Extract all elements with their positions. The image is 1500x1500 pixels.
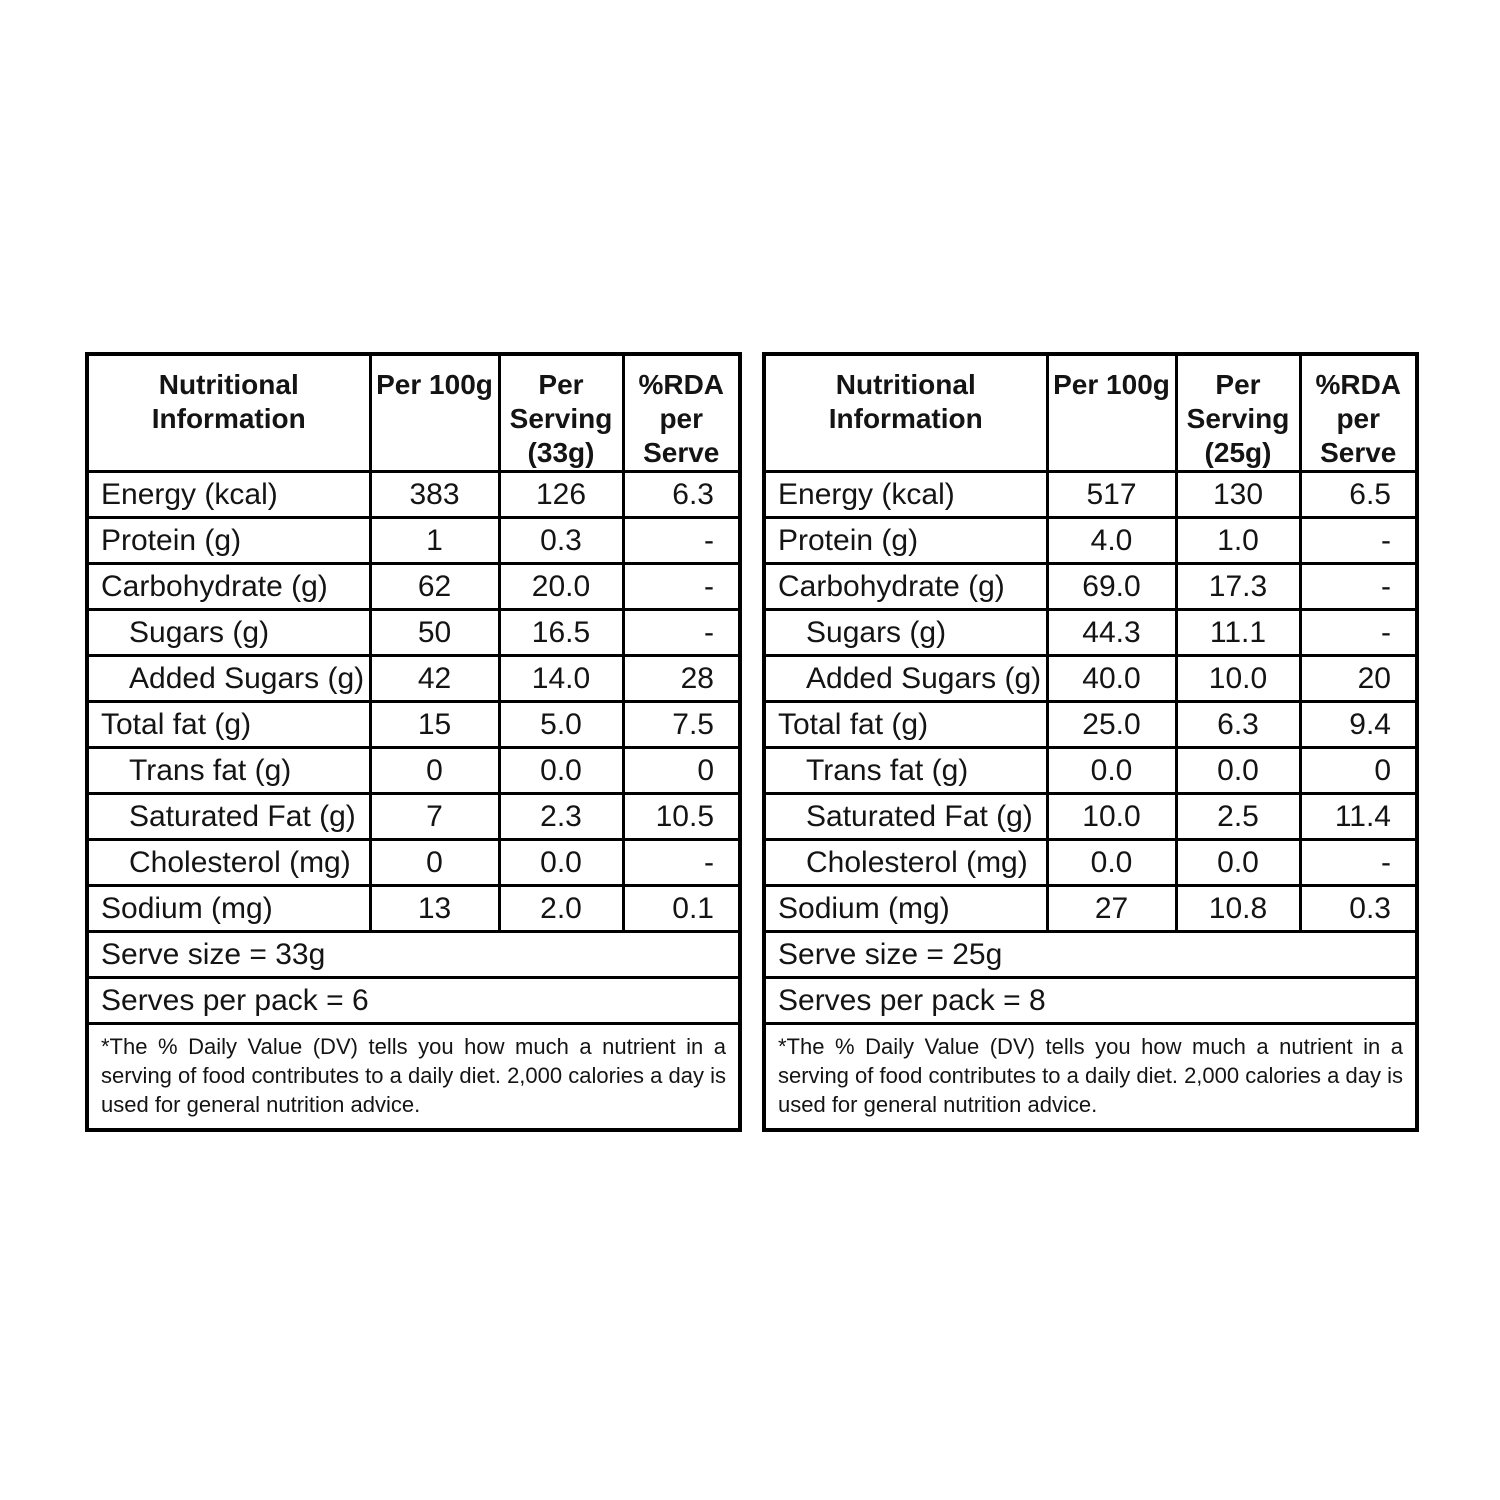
- nutrient-row: [764, 702, 1417, 748]
- nutrient-label: Sugars (g): [764, 610, 1047, 656]
- rda-per-serve-value: -: [623, 610, 740, 656]
- per-100g-value: 4.0: [1047, 518, 1176, 564]
- column-header-per-100g: Per 100g: [1047, 354, 1176, 472]
- serves-per-pack-row: [764, 978, 1417, 1024]
- per-serving-value: 130: [1176, 472, 1300, 518]
- rda-per-serve-value: 9.4: [1300, 702, 1417, 748]
- per-serving-value: 0.3: [499, 518, 623, 564]
- column-header-per-100g: Per 100g: [370, 354, 499, 472]
- rda-per-serve-value: -: [623, 518, 740, 564]
- rda-per-serve-value: 20: [1300, 656, 1417, 702]
- per-serving-value: 20.0: [499, 564, 623, 610]
- nutrient-row: [87, 840, 740, 886]
- nutrient-label: Added Sugars (g): [764, 656, 1047, 702]
- rda-per-serve-value: 28: [623, 656, 740, 702]
- rda-per-serve-value: 0.1: [623, 886, 740, 932]
- per-serving-value: 11.1: [1176, 610, 1300, 656]
- serves-per-pack-text: Serves per pack = 8: [764, 978, 1417, 1024]
- rda-per-serve-value: 0: [1300, 748, 1417, 794]
- per-serving-value: 17.3: [1176, 564, 1300, 610]
- rda-per-serve-value: -: [1300, 518, 1417, 564]
- per-serving-value: 0.0: [499, 748, 623, 794]
- rda-per-serve-value: 11.4: [1300, 794, 1417, 840]
- per-serving-value: 126: [499, 472, 623, 518]
- nutrient-label: Protein (g): [764, 518, 1047, 564]
- nutrient-label: Sodium (mg): [87, 886, 370, 932]
- per-100g-value: 0.0: [1047, 840, 1176, 886]
- per-100g-value: 15: [370, 702, 499, 748]
- per-serving-value: 1.0: [1176, 518, 1300, 564]
- serve-size-text: Serve size = 25g: [764, 932, 1417, 978]
- rda-per-serve-value: -: [1300, 840, 1417, 886]
- per-100g-value: 0.0: [1047, 748, 1176, 794]
- nutrient-label: Trans fat (g): [87, 748, 370, 794]
- nutrient-label: Sodium (mg): [764, 886, 1047, 932]
- per-100g-value: 62: [370, 564, 499, 610]
- nutrient-row: [764, 610, 1417, 656]
- rda-per-serve-value: -: [623, 840, 740, 886]
- rda-per-serve-value: 6.3: [623, 472, 740, 518]
- per-serving-value: 0.0: [499, 840, 623, 886]
- nutrition-table-right: [762, 352, 1419, 1132]
- nutrient-row: [87, 886, 740, 932]
- nutrient-label: Carbohydrate (g): [764, 564, 1047, 610]
- per-100g-value: 0: [370, 840, 499, 886]
- nutrient-row: [764, 564, 1417, 610]
- nutrient-row: [87, 748, 740, 794]
- per-100g-value: 1: [370, 518, 499, 564]
- serve-size-row: [87, 932, 740, 978]
- nutrient-label: Energy (kcal): [87, 472, 370, 518]
- per-100g-value: 10.0: [1047, 794, 1176, 840]
- nutrient-label: Energy (kcal): [764, 472, 1047, 518]
- column-header-per-serving: Per Serving (33g): [499, 354, 623, 472]
- footnote-row: [87, 1024, 740, 1131]
- nutrient-row: [87, 610, 740, 656]
- nutrient-label: Carbohydrate (g): [87, 564, 370, 610]
- column-header-nutritional-information: Nutritional Information: [87, 354, 370, 472]
- daily-value-footnote: *The % Daily Value (DV) tells you how much a nutrient in a serving of food contributes to a daily diet. 2,000 calories a day is used for general nutrition advice.: [764, 1024, 1417, 1131]
- nutrient-label: Cholesterol (mg): [87, 840, 370, 886]
- rda-per-serve-value: -: [1300, 564, 1417, 610]
- nutrient-row: [87, 656, 740, 702]
- nutrient-row: [764, 518, 1417, 564]
- header-row: [764, 354, 1417, 472]
- nutrient-label: Protein (g): [87, 518, 370, 564]
- column-header-rda-per-serve: %RDA per Serve: [623, 354, 740, 472]
- daily-value-footnote: *The % Daily Value (DV) tells you how much a nutrient in a serving of food contributes to a daily diet. 2,000 calories a day is used for general nutrition advice.: [87, 1024, 740, 1131]
- nutrient-label: Total fat (g): [87, 702, 370, 748]
- footnote-row: [764, 1024, 1417, 1131]
- per-100g-value: 27: [1047, 886, 1176, 932]
- per-serving-value: 16.5: [499, 610, 623, 656]
- nutrient-row: [87, 564, 740, 610]
- per-serving-value: 2.5: [1176, 794, 1300, 840]
- serves-per-pack-row: [87, 978, 740, 1024]
- per-100g-value: 25.0: [1047, 702, 1176, 748]
- rda-per-serve-value: 10.5: [623, 794, 740, 840]
- nutrient-row: [764, 472, 1417, 518]
- nutrient-label: Saturated Fat (g): [87, 794, 370, 840]
- nutrient-row: [764, 840, 1417, 886]
- header-row: [87, 354, 740, 472]
- serve-size-text: Serve size = 33g: [87, 932, 740, 978]
- per-100g-value: 44.3: [1047, 610, 1176, 656]
- per-100g-value: 40.0: [1047, 656, 1176, 702]
- column-header-per-serving: Per Serving (25g): [1176, 354, 1300, 472]
- per-serving-value: 0.0: [1176, 748, 1300, 794]
- rda-per-serve-value: 7.5: [623, 702, 740, 748]
- nutrient-row: [764, 794, 1417, 840]
- nutrient-row: [764, 886, 1417, 932]
- nutrient-row: [87, 472, 740, 518]
- per-100g-value: 69.0: [1047, 564, 1176, 610]
- nutrient-row: [764, 748, 1417, 794]
- nutrient-row: [764, 656, 1417, 702]
- per-serving-value: 2.3: [499, 794, 623, 840]
- per-100g-value: 42: [370, 656, 499, 702]
- serves-per-pack-text: Serves per pack = 6: [87, 978, 740, 1024]
- per-serving-value: 2.0: [499, 886, 623, 932]
- nutrient-label: Trans fat (g): [764, 748, 1047, 794]
- per-serving-value: 10.0: [1176, 656, 1300, 702]
- per-100g-value: 383: [370, 472, 499, 518]
- per-100g-value: 0: [370, 748, 499, 794]
- nutrient-row: [87, 518, 740, 564]
- column-header-rda-per-serve: %RDA per Serve: [1300, 354, 1417, 472]
- nutrient-label: Added Sugars (g): [87, 656, 370, 702]
- nutrient-row: [87, 702, 740, 748]
- per-100g-value: 50: [370, 610, 499, 656]
- per-serving-value: 5.0: [499, 702, 623, 748]
- per-100g-value: 7: [370, 794, 499, 840]
- per-100g-value: 517: [1047, 472, 1176, 518]
- rda-per-serve-value: -: [1300, 610, 1417, 656]
- nutrient-label: Cholesterol (mg): [764, 840, 1047, 886]
- rda-per-serve-value: 0.3: [1300, 886, 1417, 932]
- rda-per-serve-value: -: [623, 564, 740, 610]
- column-header-nutritional-information: Nutritional Information: [764, 354, 1047, 472]
- nutrition-table-left: [85, 352, 742, 1132]
- per-serving-value: 14.0: [499, 656, 623, 702]
- nutrient-label: Saturated Fat (g): [764, 794, 1047, 840]
- per-serving-value: 6.3: [1176, 702, 1300, 748]
- serve-size-row: [764, 932, 1417, 978]
- per-100g-value: 13: [370, 886, 499, 932]
- nutrient-label: Total fat (g): [764, 702, 1047, 748]
- per-serving-value: 10.8: [1176, 886, 1300, 932]
- nutrient-label: Sugars (g): [87, 610, 370, 656]
- per-serving-value: 0.0: [1176, 840, 1300, 886]
- rda-per-serve-value: 6.5: [1300, 472, 1417, 518]
- rda-per-serve-value: 0: [623, 748, 740, 794]
- nutrient-row: [87, 794, 740, 840]
